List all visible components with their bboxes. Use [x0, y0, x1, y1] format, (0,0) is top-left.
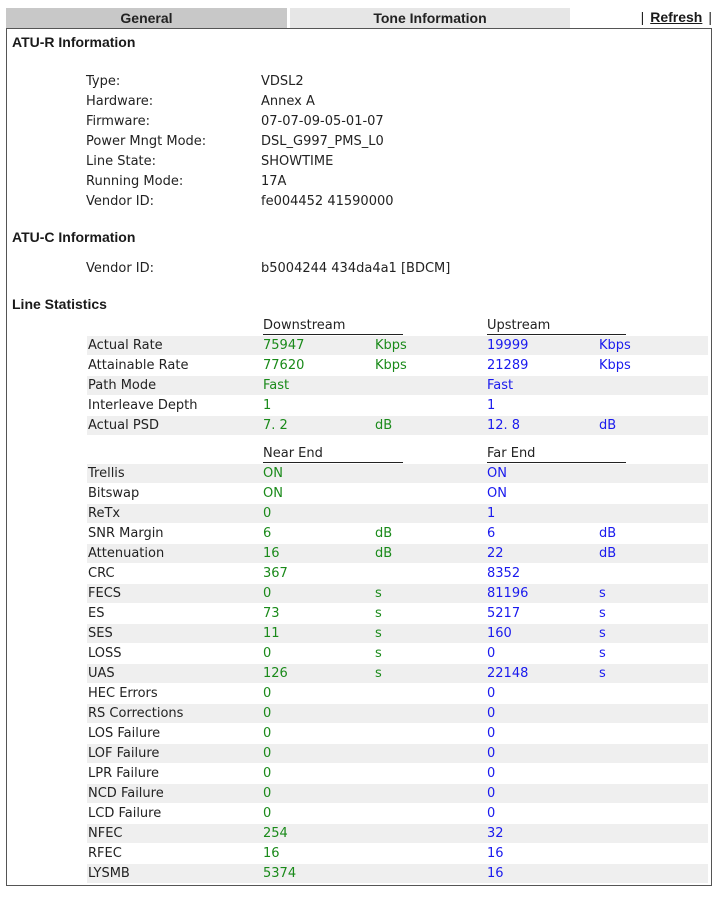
row-shade — [87, 744, 708, 763]
info-label: Vendor ID: — [86, 261, 155, 276]
near-value: 0 — [263, 686, 272, 701]
stat-label: SNR Margin — [88, 526, 164, 541]
far-unit: dB — [599, 526, 617, 541]
near-value: 11 — [263, 626, 280, 641]
info-label: Type: — [86, 74, 121, 89]
stat-label: Actual PSD — [88, 418, 159, 433]
stat-label: LPR Failure — [88, 766, 160, 781]
near-value: 1 — [263, 398, 272, 413]
far-value: 160 — [487, 626, 512, 641]
near-value: ON — [263, 466, 283, 481]
near-value: 0 — [263, 586, 272, 601]
stat-label: FECS — [88, 586, 122, 601]
stat-label: ES — [88, 606, 105, 621]
near-value: 254 — [263, 826, 288, 841]
stat-label: CRC — [88, 566, 115, 581]
far-value: 6 — [487, 526, 496, 541]
far-unit: s — [599, 646, 606, 661]
stat-label: LOS Failure — [88, 726, 161, 741]
tab-tone-information[interactable]: Tone Information — [290, 8, 570, 28]
stat-label: RFEC — [88, 846, 122, 861]
stat-label: Attenuation — [88, 546, 165, 561]
far-value: 5217 — [487, 606, 521, 621]
far-value: 12. 8 — [487, 418, 521, 433]
far-value: 19999 — [487, 338, 529, 353]
near-value: 75947 — [263, 338, 305, 353]
near-value: 73 — [263, 606, 280, 621]
stat-label: Bitswap — [88, 486, 140, 501]
near-unit: dB — [375, 546, 393, 561]
info-label: Line State: — [86, 154, 157, 169]
refresh-link[interactable]: Refresh — [650, 9, 703, 25]
far-value: 16 — [487, 866, 504, 881]
near-unit: Kbps — [375, 358, 407, 373]
info-value: SHOWTIME — [261, 154, 334, 169]
row-shade — [87, 584, 708, 603]
far-value: Fast — [487, 378, 514, 393]
stat-label: Attainable Rate — [88, 358, 189, 373]
separator: | — [708, 9, 712, 25]
row-shade — [87, 664, 708, 683]
stat-label: Path Mode — [88, 378, 157, 393]
info-value: 07-07-09-05-01-07 — [261, 114, 384, 129]
far-value: 0 — [487, 706, 496, 721]
stat-label: UAS — [88, 666, 115, 681]
stat-label: Actual Rate — [88, 338, 163, 353]
near-unit: dB — [375, 526, 393, 541]
far-value: 22 — [487, 546, 504, 561]
far-value: ON — [487, 466, 507, 481]
stat-label: LOF Failure — [88, 746, 160, 761]
near-value: 7. 2 — [263, 418, 288, 433]
far-unit: s — [599, 666, 606, 681]
info-value: VDSL2 — [261, 74, 304, 89]
info-label: Firmware: — [86, 114, 150, 129]
near-value: 0 — [263, 706, 272, 721]
far-value: 81196 — [487, 586, 529, 601]
far-value: 0 — [487, 646, 496, 661]
far-unit: dB — [599, 546, 617, 561]
near-unit: s — [375, 626, 382, 641]
far-unit: s — [599, 626, 606, 641]
far-value: 21289 — [487, 358, 529, 373]
near-value: 6 — [263, 526, 272, 541]
row-shade — [87, 824, 708, 843]
info-value: fe004452 41590000 — [261, 194, 394, 209]
far-end-header: Far End — [487, 446, 626, 463]
far-value: 0 — [487, 806, 496, 821]
info-value: 17A — [261, 174, 287, 189]
tab-general[interactable]: General — [6, 8, 287, 28]
stat-label: NCD Failure — [88, 786, 164, 801]
near-value: 0 — [263, 746, 272, 761]
near-value: 0 — [263, 506, 272, 521]
near-unit: s — [375, 646, 382, 661]
stat-label: RS Corrections — [88, 706, 184, 721]
stat-label: HEC Errors — [88, 686, 158, 701]
near-unit: s — [375, 666, 382, 681]
far-value: 0 — [487, 766, 496, 781]
upstream-header: Upstream — [487, 318, 626, 335]
refresh-area — [641, 9, 712, 25]
far-value: 0 — [487, 726, 496, 741]
stat-label: NFEC — [88, 826, 123, 841]
far-value: 1 — [487, 506, 496, 521]
far-value: ON — [487, 486, 507, 501]
stat-label: Trellis — [88, 466, 125, 481]
stat-label: ReTx — [88, 506, 121, 521]
far-unit: dB — [599, 418, 617, 433]
far-unit: Kbps — [599, 338, 631, 353]
section-title-atur: ATU-R Information — [12, 34, 136, 50]
row-shade — [87, 864, 708, 883]
near-value: 0 — [263, 806, 272, 821]
stat-label: LCD Failure — [88, 806, 162, 821]
near-end-header: Near End — [263, 446, 403, 463]
near-value: Fast — [263, 378, 290, 393]
far-value: 0 — [487, 686, 496, 701]
row-shade — [87, 464, 708, 483]
near-value: ON — [263, 486, 283, 501]
near-value: 16 — [263, 546, 280, 561]
info-value: DSL_G997_PMS_L0 — [261, 134, 384, 149]
near-unit: s — [375, 586, 382, 601]
info-label: Running Mode: — [86, 174, 184, 189]
separator: | — [640, 9, 645, 25]
info-label: Power Mngt Mode: — [86, 134, 207, 149]
near-value: 367 — [263, 566, 288, 581]
far-value: 0 — [487, 746, 496, 761]
near-value: 0 — [263, 726, 272, 741]
stat-label: LYSMB — [88, 866, 130, 881]
info-value: Annex A — [261, 94, 315, 109]
near-unit: dB — [375, 418, 393, 433]
near-unit: Kbps — [375, 338, 407, 353]
info-value: b5004244 434da4a1 [BDCM] — [261, 261, 451, 276]
near-value: 5374 — [263, 866, 297, 881]
row-shade — [87, 624, 708, 643]
far-unit: s — [599, 586, 606, 601]
row-shade — [87, 784, 708, 803]
near-value: 0 — [263, 786, 272, 801]
far-value: 22148 — [487, 666, 529, 681]
stat-label: SES — [88, 626, 113, 641]
far-value: 8352 — [487, 566, 521, 581]
stat-label: Interleave Depth — [88, 398, 198, 413]
info-label: Vendor ID: — [86, 194, 155, 209]
info-label: Hardware: — [86, 94, 154, 109]
far-unit: s — [599, 606, 606, 621]
row-shade — [87, 504, 708, 523]
section-title-atuc: ATU-C Information — [12, 229, 136, 245]
near-value: 0 — [263, 766, 272, 781]
near-value: 0 — [263, 646, 272, 661]
stat-label: LOSS — [88, 646, 122, 661]
far-unit: Kbps — [599, 358, 631, 373]
row-shade — [87, 376, 708, 395]
far-value: 16 — [487, 846, 504, 861]
near-unit: s — [375, 606, 382, 621]
near-value: 16 — [263, 846, 280, 861]
section-title-line-statistics: Line Statistics — [12, 296, 107, 312]
near-value: 77620 — [263, 358, 305, 373]
downstream-header: Downstream — [263, 318, 403, 335]
far-value: 32 — [487, 826, 504, 841]
near-value: 126 — [263, 666, 288, 681]
far-value: 1 — [487, 398, 496, 413]
far-value: 0 — [487, 786, 496, 801]
